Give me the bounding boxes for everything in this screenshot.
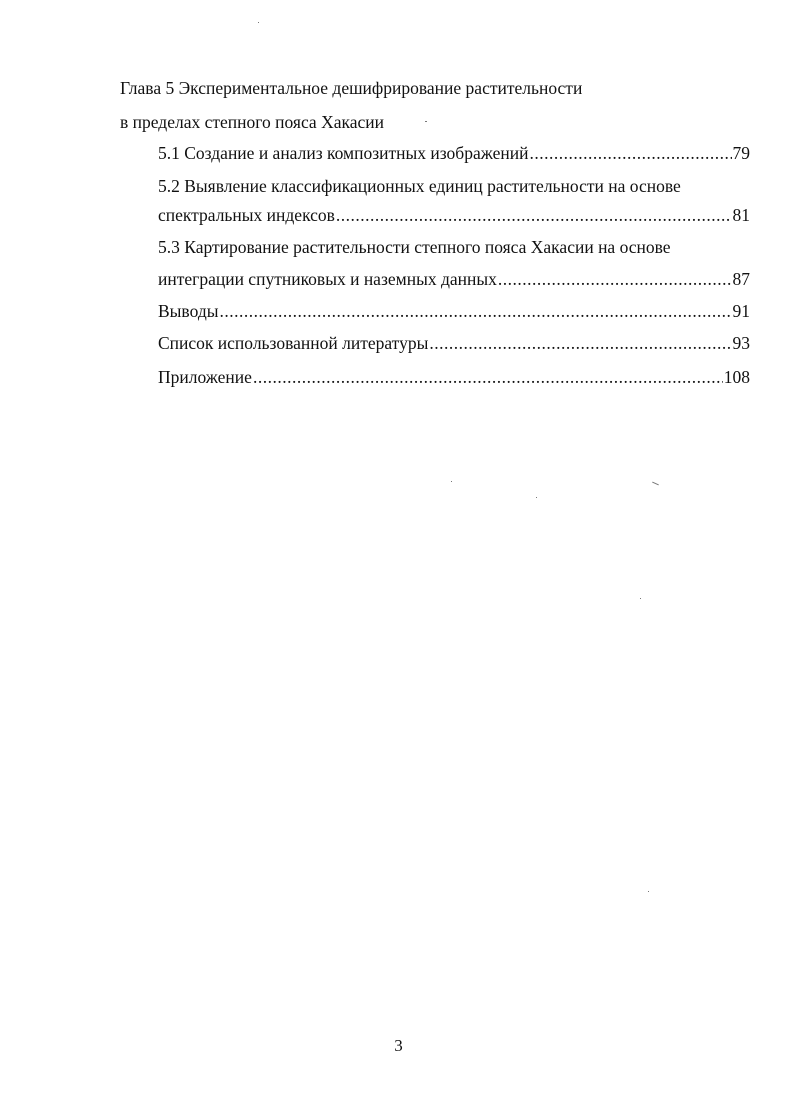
scan-speck [451, 481, 452, 482]
toc-leader-dots [429, 332, 731, 354]
toc-entry-label: интеграции спутниковых и наземных данных [158, 269, 497, 289]
toc-leader-dots [498, 268, 732, 290]
toc-entry-5-2-line-1: 5.2 Выявление классификационных единиц растительности на основе [158, 176, 681, 196]
scan-speck [425, 121, 427, 122]
toc-entry-5-2 [158, 204, 750, 226]
toc-leader-dots [529, 142, 731, 164]
toc-entry-conclusions [158, 300, 750, 322]
toc-entry-page: 108 [723, 367, 750, 387]
toc-entry-page: 81 [732, 205, 750, 225]
toc-leader-dots [219, 300, 731, 322]
scan-speck [648, 891, 649, 892]
toc-entry-page: 79 [732, 143, 750, 163]
toc-entry-label: Выводы [158, 301, 219, 321]
toc-leader-dots [253, 366, 723, 388]
toc-entry-page: 93 [732, 333, 750, 353]
toc-entry-references [158, 332, 750, 354]
scan-speck [536, 497, 537, 498]
page-number: 3 [394, 1036, 403, 1055]
toc-entry-label: спектральных индексов [158, 205, 335, 225]
toc-entry-5-3 [158, 268, 750, 290]
toc-entry-page: 91 [732, 301, 750, 321]
scan-speck [640, 598, 641, 599]
scan-speck [258, 22, 259, 23]
toc-entry-page: 87 [732, 269, 750, 289]
toc-entry-appendix [158, 366, 750, 388]
toc-entry-label: Список использованной литературы [158, 333, 429, 353]
scan-speck [652, 482, 659, 486]
chapter-title-line-2: в пределах степного пояса Хакасии [120, 112, 384, 132]
toc-entry-5-1 [158, 142, 750, 164]
chapter-title-line-1: Глава 5 Экспериментальное дешифрирование растительности [120, 78, 583, 98]
toc-leader-dots [336, 204, 732, 226]
toc-entry-label: Приложение [158, 367, 252, 387]
toc-entry-5-3-line-1: 5.3 Картирование растительности степного пояса Хакасии на основе [158, 237, 671, 257]
toc-entry-label: 5.1 Создание и анализ композитных изображений [158, 143, 529, 163]
